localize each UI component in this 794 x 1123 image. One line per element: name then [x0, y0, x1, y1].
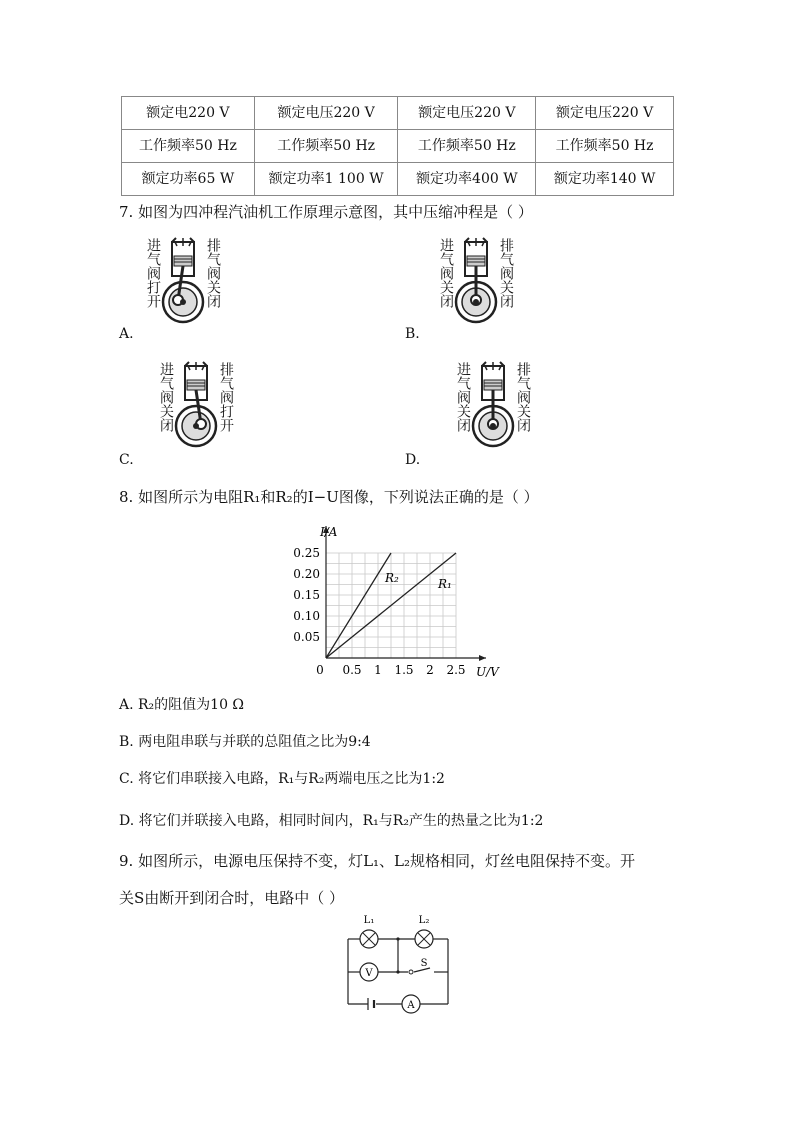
spec-row — [122, 163, 674, 196]
series-label: R₁ — [438, 577, 452, 591]
q7-option-letter: B. — [405, 326, 420, 342]
x-axis-arrow — [479, 655, 486, 661]
y-tick-label: 0.25 — [293, 546, 320, 560]
q8-option-c: C. 将它们串联接入电路，R₁与R₂两端电压之比为1:2 — [119, 771, 445, 787]
spec-cell: 额定电压220 V — [254, 97, 398, 130]
intake-valve-label: 进气阀关闭 — [158, 362, 174, 432]
spec-cell: 工作频率50 Hz — [398, 130, 536, 163]
spec-cell: 额定电压220 V — [398, 97, 536, 130]
question-7-text: 7. 如图为四冲程汽油机工作原理示意图，其中压缩冲程是（ ） — [119, 203, 533, 221]
y-tick-label: 0.10 — [293, 609, 320, 623]
y-tick-label: 0.20 — [293, 567, 320, 581]
lamp-l2-icon — [415, 930, 433, 948]
switch-label: S — [420, 958, 428, 969]
spec-cell: 工作频率50 Hz — [122, 130, 255, 163]
x-tick-label: 0 — [316, 663, 324, 677]
ammeter-icon — [402, 995, 420, 1013]
exhaust-valve-label: 排气阀关闭 — [498, 238, 514, 308]
spec-cell: 工作频率50 Hz — [254, 130, 398, 163]
spec-row — [122, 130, 674, 163]
y-tick-label: 0.05 — [293, 630, 320, 644]
question-8-text: 8. 如图所示为电阻R₁和R₂的I−U图像，下列说法正确的是（ ） — [119, 488, 539, 506]
q7-option-letter: C. — [119, 452, 134, 468]
x-tick-label: 2 — [426, 663, 434, 677]
lamp-l1-icon — [360, 930, 378, 948]
spec-cell: 额定功率1 100 W — [254, 163, 398, 196]
q7-option-letter: D. — [405, 452, 421, 468]
q8-option-b: B. 两电阻串联与并联的总阻值之比为9:4 — [119, 734, 371, 750]
engine-diagram-icon — [452, 236, 500, 336]
spec-cell: 工作频率50 Hz — [536, 130, 674, 163]
spec-cell: 额定电压220 V — [536, 97, 674, 130]
engine-diagram-icon — [172, 360, 220, 460]
iu-chart — [280, 518, 510, 683]
x-axis-label: U/V — [476, 665, 499, 679]
spec-table — [121, 96, 674, 196]
engine-diagram-icon — [159, 236, 207, 336]
y-axis-label: I/A — [320, 525, 338, 539]
spec-cell: 额定功率140 W — [536, 163, 674, 196]
intake-valve-label: 进气阀关闭 — [455, 362, 471, 432]
q7-option-letter: A. — [119, 326, 134, 342]
y-tick-label: 0.15 — [293, 588, 320, 602]
intake-valve-label: 进气阀关闭 — [438, 238, 454, 308]
x-tick-label: 1.5 — [394, 663, 414, 677]
q8-option-a: A. R₂的阻值为10 Ω — [119, 697, 245, 713]
voltmeter-icon — [360, 963, 378, 981]
engine-diagram-icon — [469, 360, 517, 460]
exhaust-valve-label: 排气阀关闭 — [205, 238, 221, 308]
l1-label: L₁ — [363, 915, 375, 926]
l2-label: L₂ — [418, 915, 430, 926]
intake-valve-label: 进气阀打开 — [145, 238, 161, 308]
x-tick-label: 2.5 — [446, 663, 466, 677]
circuit-diagram — [340, 912, 460, 1017]
x-tick-label: 1 — [374, 663, 382, 677]
svg-text:V: V — [365, 968, 373, 979]
spec-cell: 额定电220 V — [122, 97, 255, 130]
q8-option-d: D. 将它们并联接入电路，相同时间内，R₁与R₂产生的热量之比为1:2 — [119, 813, 544, 829]
spec-row — [122, 97, 674, 130]
svg-text:A: A — [407, 1000, 415, 1011]
x-tick-label: 0.5 — [342, 663, 362, 677]
series-label: R₂ — [385, 571, 399, 585]
spec-cell: 额定功率65 W — [122, 163, 255, 196]
question-9-line2: 关S由断开到闭合时，电路中（ ） — [119, 889, 345, 907]
exhaust-valve-label: 排气阀关闭 — [515, 362, 531, 432]
question-9-line1: 9. 如图所示，电源电压保持不变，灯L₁、L₂规格相同，灯丝电阻保持不变。开 — [119, 852, 636, 870]
spec-cell: 额定功率400 W — [398, 163, 536, 196]
exhaust-valve-label: 排气阀打开 — [218, 362, 234, 432]
